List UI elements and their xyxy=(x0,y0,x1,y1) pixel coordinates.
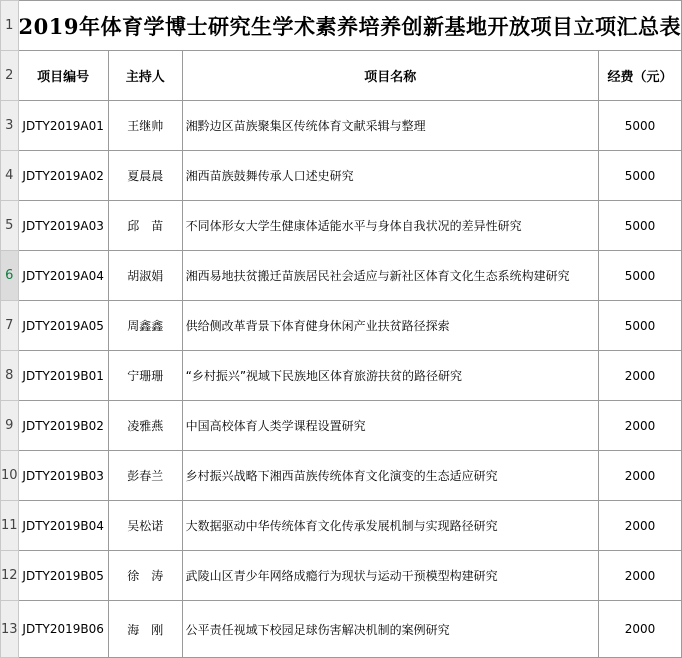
cell-host[interactable]: 彭春兰 xyxy=(108,451,182,501)
table-row xyxy=(1,251,682,301)
cell-project-id[interactable]: JDTY2019A02 xyxy=(18,151,108,201)
table-row xyxy=(1,301,682,351)
header-row xyxy=(1,51,682,101)
table-row xyxy=(1,401,682,451)
cell-project-name[interactable]: 中国高校体育人类学课程设置研究 xyxy=(182,401,598,451)
column-header-host[interactable]: 主持人 xyxy=(108,51,182,101)
cell-funding[interactable]: 2000 xyxy=(598,401,681,451)
cell-funding[interactable]: 5000 xyxy=(598,301,681,351)
cell-host[interactable]: 周鑫鑫 xyxy=(108,301,182,351)
row-header[interactable]: 9 xyxy=(1,401,19,451)
cell-funding[interactable]: 2000 xyxy=(598,601,681,658)
cell-project-id[interactable]: JDTY2019B03 xyxy=(18,451,108,501)
cell-project-id[interactable]: JDTY2019A01 xyxy=(18,101,108,151)
cell-host[interactable]: 胡淑娟 xyxy=(108,251,182,301)
cell-host[interactable]: 凌雅燕 xyxy=(108,401,182,451)
cell-host[interactable]: 夏晨晨 xyxy=(108,151,182,201)
cell-project-name[interactable]: 大数据驱动中华传统体育文化传承发展机制与实现路径研究 xyxy=(182,501,598,551)
cell-project-id[interactable]: JDTY2019B02 xyxy=(18,401,108,451)
cell-host[interactable]: 王继帅 xyxy=(108,101,182,151)
row-header[interactable]: 6 xyxy=(1,251,19,301)
table-row xyxy=(1,551,682,601)
row-header[interactable]: 4 xyxy=(1,151,19,201)
cell-project-id[interactable]: JDTY2019B01 xyxy=(18,351,108,401)
table-row xyxy=(1,501,682,551)
cell-project-name[interactable]: 乡村振兴战略下湘西苗族传统体育文化演变的生态适应研究 xyxy=(182,451,598,501)
cell-funding[interactable]: 5000 xyxy=(598,101,681,151)
table-row xyxy=(1,151,682,201)
cell-funding[interactable]: 2000 xyxy=(598,351,681,401)
cell-project-name[interactable]: 湘黔边区苗族聚集区传统体育文献采辑与整理 xyxy=(182,101,598,151)
cell-project-name[interactable]: 供给侧改革背景下体育健身休闲产业扶贫路径探索 xyxy=(182,301,598,351)
row-header[interactable]: 11 xyxy=(1,501,19,551)
cell-funding[interactable]: 5000 xyxy=(598,201,681,251)
row-header[interactable]: 10 xyxy=(1,451,19,501)
cell-funding[interactable]: 5000 xyxy=(598,151,681,201)
cell-host[interactable]: 海 刚 xyxy=(108,601,182,658)
cell-funding[interactable]: 2000 xyxy=(598,501,681,551)
column-header-funding[interactable]: 经费（元） xyxy=(598,51,681,101)
cell-project-id[interactable]: JDTY2019A04 xyxy=(18,251,108,301)
cell-project-id[interactable]: JDTY2019A03 xyxy=(18,201,108,251)
row-header[interactable]: 1 xyxy=(1,1,19,51)
row-header[interactable]: 3 xyxy=(1,101,19,151)
cell-project-id[interactable]: JDTY2019B06 xyxy=(18,601,108,658)
column-header-id[interactable]: 项目编号 xyxy=(18,51,108,101)
table-row xyxy=(1,451,682,501)
cell-project-id[interactable]: JDTY2019B05 xyxy=(18,551,108,601)
cell-project-name[interactable]: 公平责任视域下校园足球伤害解决机制的案例研究 xyxy=(182,601,598,658)
table-row xyxy=(1,201,682,251)
cell-funding[interactable]: 2000 xyxy=(598,451,681,501)
cell-project-name[interactable]: 湘西易地扶贫搬迁苗族居民社会适应与新社区体育文化生态系统构建研究 xyxy=(182,251,598,301)
cell-project-name[interactable]: 武陵山区青少年网络成瘾行为现状与运动干预模型构建研究 xyxy=(182,551,598,601)
cell-host[interactable]: 吴松诺 xyxy=(108,501,182,551)
row-header[interactable]: 8 xyxy=(1,351,19,401)
cell-project-id[interactable]: JDTY2019B04 xyxy=(18,501,108,551)
cell-project-name[interactable]: 不同体形女大学生健康体适能水平与身体自我状况的差异性研究 xyxy=(182,201,598,251)
table-row xyxy=(1,351,682,401)
column-header-name[interactable]: 项目名称 xyxy=(182,51,598,101)
row-header[interactable]: 13 xyxy=(1,601,19,658)
cell-funding[interactable]: 5000 xyxy=(598,251,681,301)
cell-funding[interactable]: 2000 xyxy=(598,551,681,601)
row-header[interactable]: 7 xyxy=(1,301,19,351)
cell-host[interactable]: 邱 苗 xyxy=(108,201,182,251)
cell-project-id[interactable]: JDTY2019A05 xyxy=(18,301,108,351)
row-header[interactable]: 2 xyxy=(1,51,19,101)
table-row xyxy=(1,101,682,151)
cell-host[interactable]: 徐 涛 xyxy=(108,551,182,601)
cell-project-name[interactable]: “乡村振兴”视域下民族地区体育旅游扶贫的路径研究 xyxy=(182,351,598,401)
row-header[interactable]: 5 xyxy=(1,201,19,251)
cell-project-name[interactable]: 湘西苗族鼓舞传承人口述史研究 xyxy=(182,151,598,201)
table-row xyxy=(1,601,682,658)
row-header[interactable]: 12 xyxy=(1,551,19,601)
title-row xyxy=(1,1,682,51)
page-title[interactable]: 2019年体育学博士研究生学术素养培养创新基地开放项目立项汇总表 xyxy=(18,1,681,51)
cell-host[interactable]: 宁珊珊 xyxy=(108,351,182,401)
